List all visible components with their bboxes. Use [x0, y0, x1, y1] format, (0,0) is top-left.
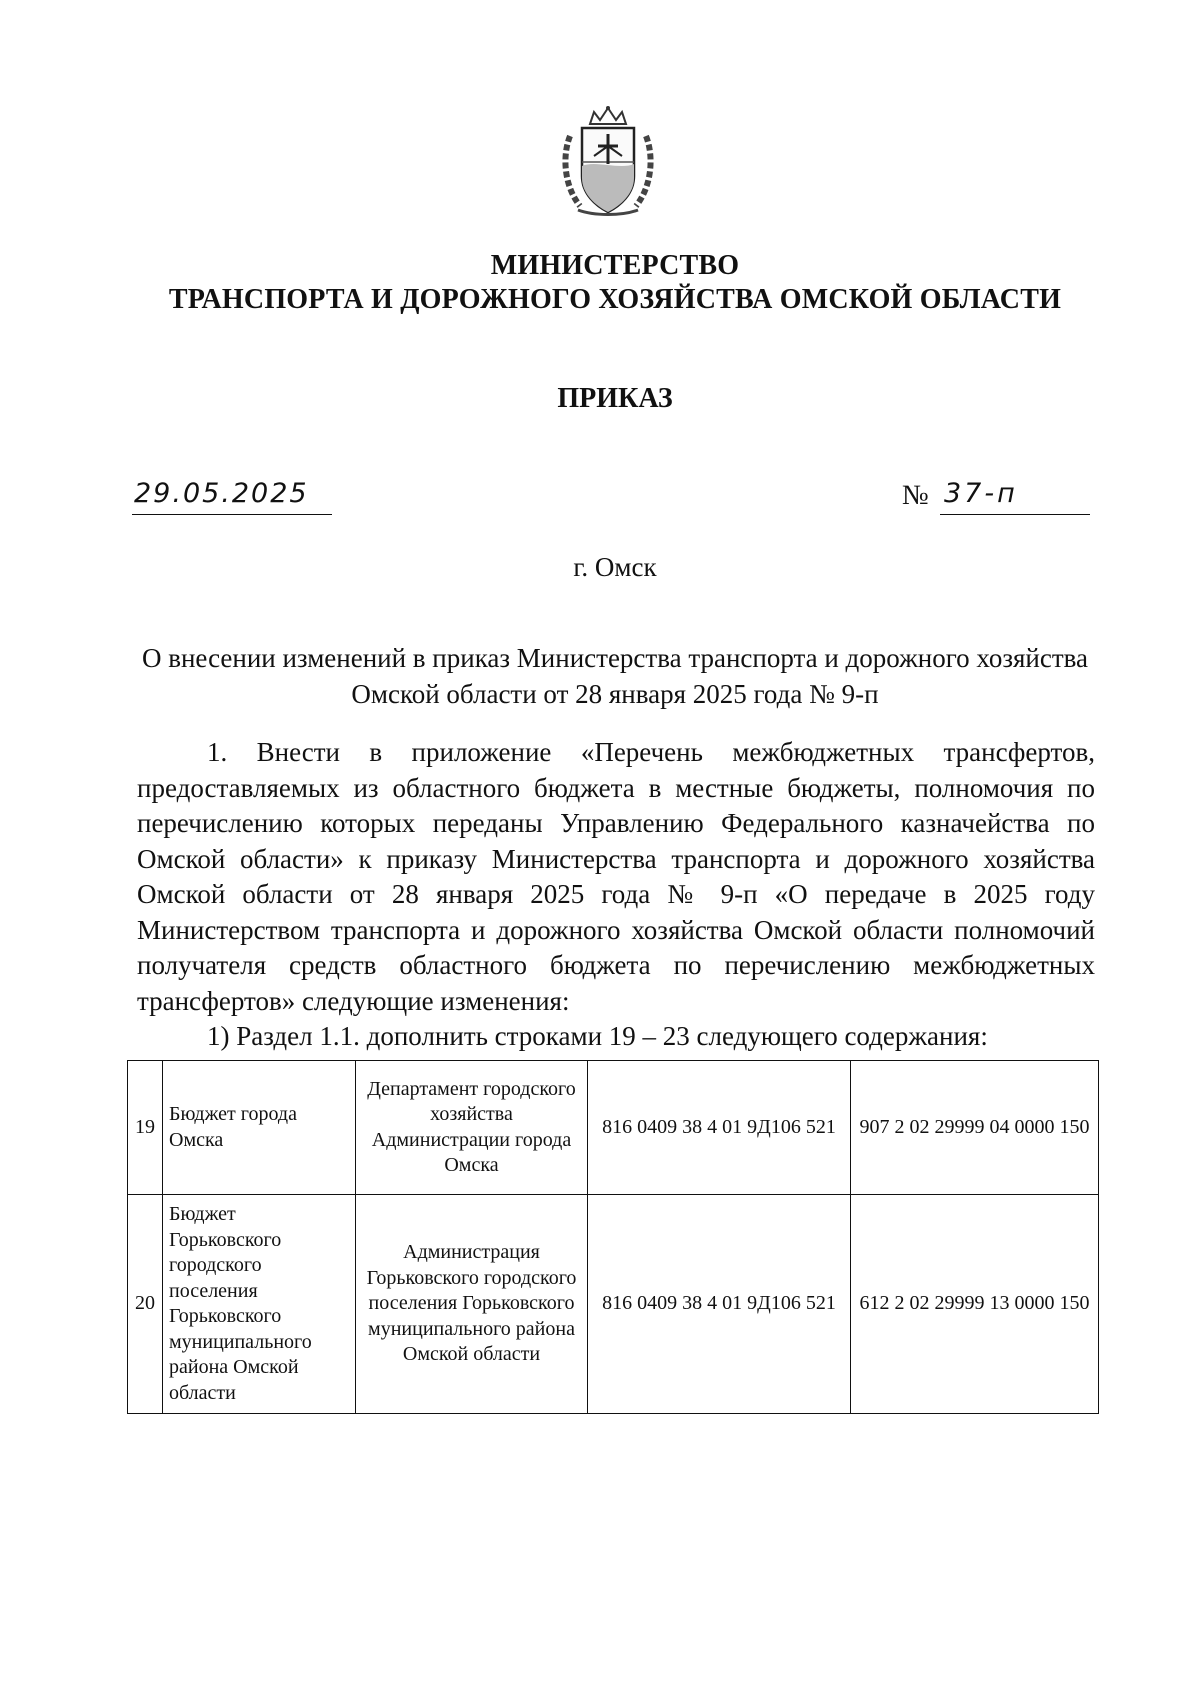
- order-body: [137, 735, 1095, 1055]
- ministry-name-line1: МИНИСТЕРСТВО: [490, 250, 740, 281]
- order-date-field: [132, 478, 332, 515]
- ministry-name-line2: ТРАНСПОРТА И ДОРОЖНОГО ХОЗЯЙСТВА ОМСКОЙ ОБЛАСТИ: [168, 284, 1062, 315]
- budget-name: Бюджет Горьковского городского поселения Горьковского муниципального района Омской области: [163, 1195, 356, 1414]
- recipient-name: Департамент городского хозяйства Администрации города Омска: [356, 1061, 588, 1195]
- income-code: 907 2 02 29999 04 0000 150: [851, 1061, 1099, 1195]
- order-number-field: [940, 478, 1090, 515]
- row-number: 19: [128, 1061, 163, 1195]
- number-sign: №: [902, 480, 929, 511]
- order-date: 29.05.2025: [134, 478, 309, 509]
- budget-name: Бюджет города Омска: [163, 1061, 356, 1195]
- city: г. Омск: [573, 552, 657, 582]
- expense-code: 816 0409 38 4 01 9Д106 521: [588, 1061, 851, 1195]
- table-row: [128, 1195, 1099, 1414]
- order-number: 37-п: [944, 478, 1018, 509]
- coat-of-arms-icon: [560, 106, 656, 218]
- income-code: 612 2 02 29999 13 0000 150: [851, 1195, 1099, 1414]
- row-number: 20: [128, 1195, 163, 1414]
- order-subject: О внесении изменений в приказ Министерства транспорта и дорожного хозяйства Омской области от 28 января 2025 года № 9-п: [141, 643, 1089, 709]
- table-row: [128, 1061, 1099, 1195]
- document-type: ПРИКАЗ: [557, 383, 673, 414]
- recipient-name: Администрация Горьковского городского поселения Горьковского муниципального района Омской области: [356, 1195, 588, 1414]
- paragraph-1: 1. Внести в приложение «Перечень межбюджетных трансфертов, предоставляемых из областного бюджета в местные бюджеты, полномочия по перечислению которых переданы Управлению Федерального казначейства по Омской области» к приказу Министерства транспорта и дорожного хозяйства Омской области от 28 января 2025 года № 9-п «О передаче в 2025 году Министерством транспорта и дорожного хозяйства Омской области полномочий получателя средств областного бюджета по перечислению межбюджетных трансфертов» следующие изменения:: [137, 737, 1095, 1016]
- amendment-table: [127, 1060, 1099, 1414]
- expense-code: 816 0409 38 4 01 9Д106 521: [588, 1195, 851, 1414]
- paragraph-2: 1) Раздел 1.1. дополнить строками 19 – 23 следующего содержания:: [207, 1021, 988, 1051]
